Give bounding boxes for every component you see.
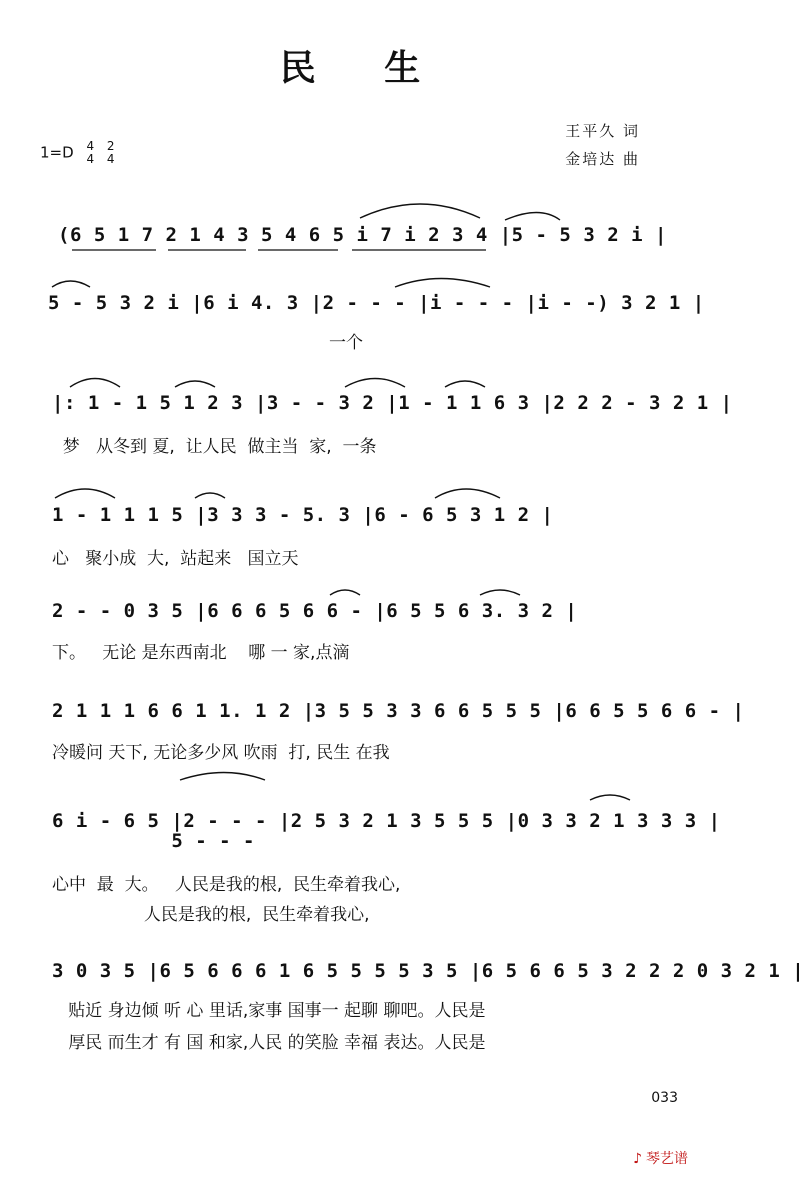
slur-11: [435, 489, 500, 498]
score-row-7b-notes: 5 - - -: [52, 830, 255, 852]
score-row-7-lyrics: 心中 最 大。 人民是我的根, 民生牵着我心,: [52, 875, 401, 895]
slur-3: [52, 281, 90, 287]
score-row-7-notes: 6 i - 6 5 |2 - - - |2 5 3 2 1 3 5 5 5 |0 3 3 2 1 3 3 3 |: [52, 810, 721, 832]
score-row-2-notes: 5 - 5 3 2 i |6 i 4. 3 |2 - - - |i - - - |i - -) 3 2 1 |: [48, 292, 705, 314]
slur-8: [445, 381, 485, 387]
key-label: 1=D: [40, 143, 74, 162]
slur-12: [330, 590, 360, 595]
slur-10: [195, 493, 225, 498]
score-row-4-lyrics: 心 聚小成 大, 站起来 国立天: [52, 549, 299, 569]
score-row-3-notes: |: 1 - 1 5 1 2 3 |3 - - 3 2 |1 - 1 1 6 3 |2 2 2 - 3 2 1 |: [52, 392, 733, 414]
page-number: 033: [651, 1090, 678, 1106]
meter-1-bottom: 4: [86, 152, 95, 166]
slur-6: [175, 381, 215, 387]
slur-14: [180, 773, 265, 781]
slur-4: [395, 279, 490, 288]
slur-7: [345, 379, 405, 388]
slur-15: [590, 795, 630, 800]
score-row-7-lyrics-verse2: 人民是我的根, 民生牵着我心,: [52, 905, 370, 925]
meter-2-top: 2: [106, 139, 115, 153]
slur-5: [70, 379, 120, 388]
score-row-8-notes: 3 0 3 5 |6 5 6 6 6 1 6 5 5 5 5 3 5 |6 5 6 6 5 3 2 2 2 0 3 2 1 |: [52, 960, 804, 982]
logo-icon: ♪: [633, 1151, 642, 1167]
watermark-logo: [633, 1148, 688, 1168]
slur-2: [505, 213, 560, 221]
score-row-4-notes: 1 - 1 1 1 5 |3 3 3 - 5. 3 |6 - 6 5 3 1 2 |: [52, 504, 554, 526]
score-row-1-notes: (6 5 1 7 2 1 4 3 5 4 6 5 i 7 i 2 3 4 |5 - 5 3 2 i |: [58, 224, 667, 246]
meter-2-bottom: 4: [106, 152, 115, 166]
score-row-5-lyrics: 下。 无论 是东西南北 哪 一 家,点滴: [52, 643, 350, 663]
meter-1-top: 4: [86, 139, 95, 153]
score-row-6-lyrics: 冷暖问 天下, 无论多少风 吹雨 打, 民生 在我: [52, 743, 390, 763]
score-row-6-notes: 2 1 1 1 6 6 1 1. 1 2 |3 5 5 3 3 6 6 5 5 5 |6 6 5 5 6 6 - |: [52, 700, 745, 722]
song-title: 民 生: [279, 48, 449, 89]
composer-credit: 金培达 曲: [565, 150, 640, 168]
score-row-8-lyrics: 贴近 身边倾 听 心 里话,家事 国事一 起聊 聊吧。人民是: [52, 1001, 486, 1021]
slur-1: [360, 204, 480, 218]
score-row-8-lyrics-verse2: 厚民 而生才 有 国 和家,人民 的笑脸 幸福 表达。人民是: [52, 1033, 486, 1053]
score-row-3-lyrics: 梦 从冬到 夏, 让人民 做主当 家, 一条: [52, 437, 377, 457]
watermark-text: 琴艺谱: [646, 1151, 688, 1167]
slur-13: [480, 590, 520, 595]
lyricist-credit: 王平久 词: [565, 122, 640, 140]
score-row-2-lyrics: 一个: [48, 333, 363, 353]
slur-9: [55, 489, 115, 498]
score-row-5-notes: 2 - - 0 3 5 |6 6 6 5 6 6 - |6 5 5 6 3. 3 2 |: [52, 600, 578, 622]
